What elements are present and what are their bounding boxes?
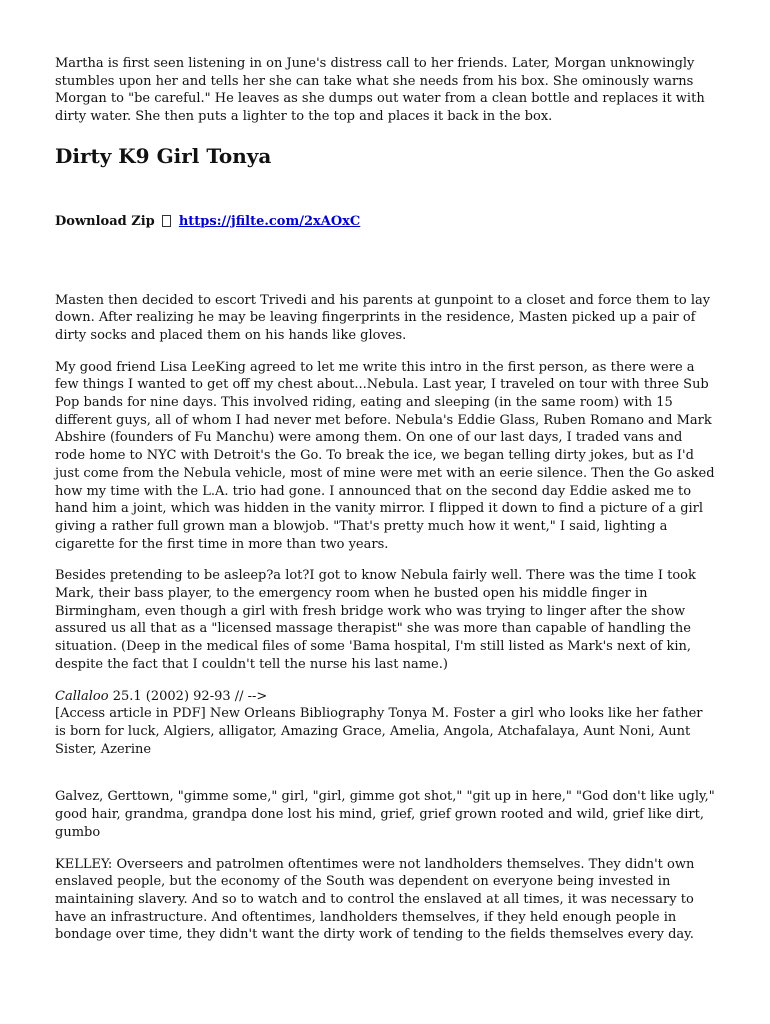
download-line [55, 213, 715, 231]
paragraph-masten: Masten then decided to escort Trivedi and his parents at gunpoint to a closet and force them to lay down. After realizing he may be leaving fingerprints in the residence, Masten picked up a pair of dirty socks and placed them on his hands like gloves. [55, 292, 711, 343]
paragraph-martha: Martha is first seen listening in on June's distress call to her friends. Later, Morgan unknowingly stumbles upon her and tells her she can take what she needs from his box. She ominously warns Morgan to "be careful." He leaves as she dumps out water from a clean bottle and replaces it with dirty water. She then puts a lighter to the top and places it back in the box. [55, 56, 705, 125]
paragraph-nebula-story: Besides pretending to be asleep?a lot?I got to know Nebula fairly well. There was the time I took Mark, their bass player, to the emergency room when he busted open his middle finger in Birmingham, even though a girl with fresh bridge work who was trying to linger after the show assured us all that as a "licensed massage therapist" she was more than capable of handling the situation. (Deep in the medical files of some 'Bama hospital, I'm still listed as Mark's next of kin, despite the fact that I couldn't tell the nurse his last name.) [55, 568, 696, 672]
missing-glyph-icon [162, 215, 171, 227]
article-body [55, 55, 715, 944]
paragraph-galvez: Galvez, Gerttown, "gimme some," girl, "girl, gimme got shot," "git up in here," "God don't like ugly," good hair, grandma, grandpa done lost his mind, grief, grief grown rooted and wild, grief like dirt, gumbo [55, 789, 715, 840]
journal-citation: 25.1 (2002) 92-93 // --> [108, 688, 268, 704]
paragraph-nebula-intro: My good friend Lisa LeeKing agreed to let me write this intro in the first person, as there were a few things I wanted to get off my chest about...Nebula. Last year, I traveled on tour with three Sub Pop bands for nine days. This involved riding, eating and sleeping (in the same room) with 15 different guys, all of whom I had never met before. Nebula's Eddie Glass, Ruben Romano and Mark Abshire (founders of Fu Manchu) were among them. On one of our last days, I traded vans and rode home to NYC with Detroit's the Go. To break the ice, we began telling dirty jokes, but as I'd just come from the Nebula vehicle, most of mine were met with an eerie silence. Then the Go asked how my time with the L.A. trio had gone. I announced that on the second day Eddie asked me to hand him a joint, which was hidden in the vanity mirror. I flipped it down to find a picture of a girl giving a rather full grown man a blowjob. "That's pretty much how it went," I said, lighting a cigarette for the first time in more than two years. [55, 359, 715, 552]
journal-title: Callaloo [55, 688, 109, 704]
page-title: Dirty K9 Girl Tonya [55, 143, 272, 168]
paragraph-callaloo [55, 688, 715, 759]
download-link[interactable]: https://jfilte.com/2xAOxC [178, 213, 361, 229]
download-label: Download Zip [55, 213, 155, 229]
paragraph-kelley: KELLEY: Overseers and patrolmen oftentimes were not landholders themselves. They didn't own enslaved people, but the economy of the South was dependent on everyone being invested in maintaining slavery. And so to watch and to control the enslaved at all times, it was necessary to have an infrastructure. And oftentimes, landholders themselves, if they held enough people in bondage over time, they didn't want the dirty work of tending to the fields themselves every day. [55, 856, 695, 943]
bibliography-text: [Access article in PDF] New Orleans Bibliography Tonya M. Foster a girl who looks like her father is born for luck, Algiers, alligator, Amazing Grace, Amelia, Angola, Atchafalaya, Aunt Noni, Aunt Sister, Azerine [55, 706, 703, 757]
